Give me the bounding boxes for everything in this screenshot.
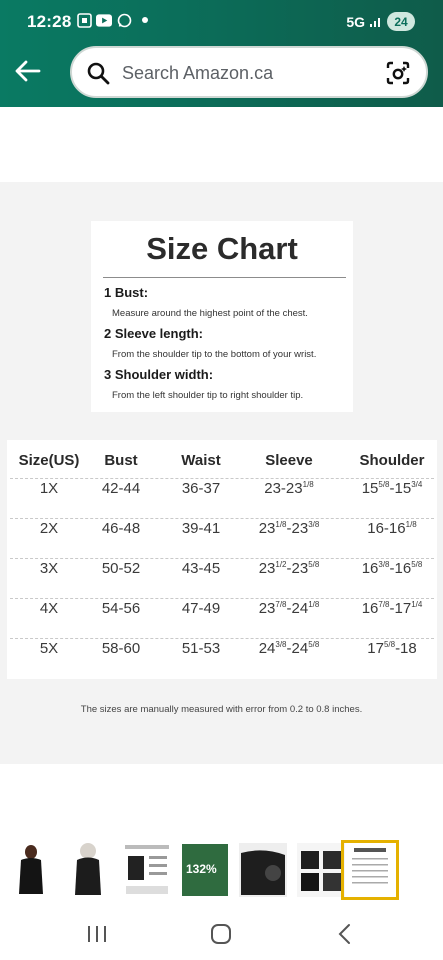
recent-apps-icon [86,924,108,944]
status-time: 12:28 [27,12,72,31]
table-cell-shoulder: $16-16^{1/8}$ [367,520,417,537]
measure-heading-shoulder: 3 Shoulder width: [104,367,214,382]
table-cell-size: 1X [39,480,59,497]
table-cell-shoulder: $16^{7/8}-17^{1/4}$ [361,600,423,617]
table-cell-sleeve: $23-23^{1/8}$ [264,480,314,497]
table-cell-size: 3X [39,560,59,577]
table-cell-shoulder: $15^{5/8}-15^{3/4}$ [361,480,423,497]
thumbnail-3[interactable] [118,840,176,900]
title-divider [103,277,346,278]
table-cell-shoulder: $16^{3/8}-16^{5/8}$ [361,560,423,577]
table-header-sleeve: Sleeve [265,452,313,469]
table-cell-bust: 50-52 [101,560,141,577]
search-input[interactable]: Search Amazon.ca [122,63,274,83]
size-chart-title: Size Chart [146,231,298,266]
row-divider [10,638,434,639]
table-cell-waist: 39-41 [181,520,221,537]
status-notification-icons [76,12,148,28]
table-cell-size: 2X [39,520,59,537]
more-notifications-dot [142,17,148,23]
table-cell-waist: 36-37 [181,480,221,497]
camera-lens-icon[interactable] [384,59,412,87]
measure-heading-bust: 1 Bust: [104,285,149,300]
back-button[interactable] [12,55,44,87]
search-bar[interactable] [70,46,428,98]
measure-heading-sleeve: 2 Sleeve length: [104,326,203,341]
youtube-icon [96,12,112,28]
size-chart-card [91,221,353,412]
table-cell-bust: 54-56 [101,600,141,617]
status-bar [0,0,443,44]
recent-apps-button[interactable] [82,919,112,949]
system-back-button[interactable] [330,919,360,949]
table-cell-shoulder: $17^{5/8}-18$ [367,640,417,657]
thumbnail-7-selected[interactable] [341,840,399,900]
table-header-waist: Waist [181,452,221,469]
table-header-shoulder: Shoulder [359,452,425,469]
screenshot-icon [76,12,92,28]
table-header-bust: Bust [104,452,138,469]
home-button[interactable] [206,919,236,949]
system-nav-bar [0,905,443,960]
app-header [0,0,443,107]
table-cell-waist: 51-53 [181,640,221,657]
table-cell-size: 4X [39,600,59,617]
thumbnail-4-image [182,844,228,896]
battery-badge: 24 [387,12,415,31]
table-cell-size: 5X [39,640,59,657]
measure-desc-sleeve: From the shoulder tip to the bottom of your wrist. [112,349,317,360]
table-cell-waist: 43-45 [181,560,221,577]
table-cell-waist: 47-49 [181,600,221,617]
size-table [7,440,437,679]
table-cell-sleeve: $23^{1/2}-23^{5/8}$ [258,560,320,577]
home-icon [209,922,233,946]
chevron-left-icon [335,922,355,946]
thumbnail-1[interactable] [2,840,60,900]
row-divider [10,598,434,599]
table-header-size: Size(US) [18,452,80,469]
back-arrow-icon [14,59,42,83]
thumbnail-4[interactable] [176,840,234,900]
table-cell-bust: 42-44 [101,480,141,497]
measure-desc-shoulder: From the left shoulder tip to right shoulder tip. [112,390,304,401]
content-top-spacer [0,107,443,182]
table-cell-sleeve: $24^{3/8}-24^{5/8}$ [258,640,320,657]
row-divider [10,558,434,559]
signal-icon [369,14,383,28]
row-divider [10,478,434,479]
table-cell-sleeve: $23^{1/8}-23^{3/8}$ [258,520,320,537]
thumbnail-2[interactable] [59,840,117,900]
thumbnail-5[interactable] [234,840,292,900]
measurement-note: The sizes are manually measured with error from 0.2 to 0.8 inches. [80,704,363,715]
search-icon [86,61,110,85]
network-type: 5G [346,14,365,30]
table-cell-bust: 46-48 [101,520,141,537]
thumbnail-badge-text: 132% [186,862,217,876]
whatsapp-icon [116,12,132,28]
row-divider [10,518,434,519]
measure-desc-bust: Measure around the highest point of the chest. [112,308,308,319]
table-cell-sleeve: $23^{7/8}-24^{1/8}$ [258,600,320,617]
image-thumbnail-strip [0,838,443,902]
table-cell-bust: 58-60 [101,640,141,657]
